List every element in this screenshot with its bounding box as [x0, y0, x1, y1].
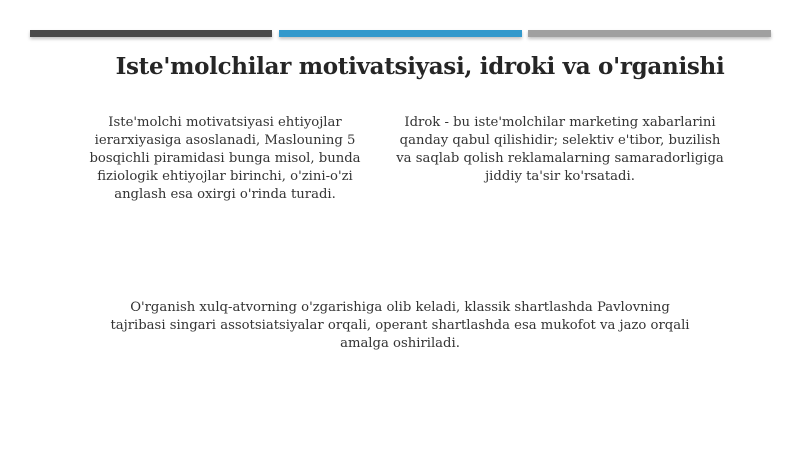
accent-bar-dark: [30, 30, 272, 37]
learning-paragraph: O'rganish xulq-atvorning o'zgarishiga olib keladi, klassik shartlashda Pavlovning tajribasi singari assotsiatsiyalar orqali, operant shartlashda esa mukofot va jazo orqali amalga oshiriladi.: [110, 300, 690, 351]
perception-paragraph: Idrok - bu iste'molchilar marketing xabarlarini qanday qabul qilishidir; selektiv e'tibor, buzilish va saqlab qolish reklamalarning samaradorligiga jiddiy ta'sir ko'rsatadi.: [396, 115, 724, 184]
motivation-paragraph: Iste'molchi motivatsiyasi ehtiyojlar ierarxiyasiga asoslanadi, Maslouning 5 bosqichli piramidasi bunga misol, bunda fiziologik ehtiyojlar birinchi, o'zini-o'zi anglash esa oxirgi o'rinda turadi.: [89, 115, 361, 202]
accent-bar-blue: [279, 30, 522, 37]
slide-title: Iste'molchilar motivatsiyasi, idroki va o'rganishi: [115, 53, 725, 80]
accent-bar-gray: [528, 30, 771, 37]
